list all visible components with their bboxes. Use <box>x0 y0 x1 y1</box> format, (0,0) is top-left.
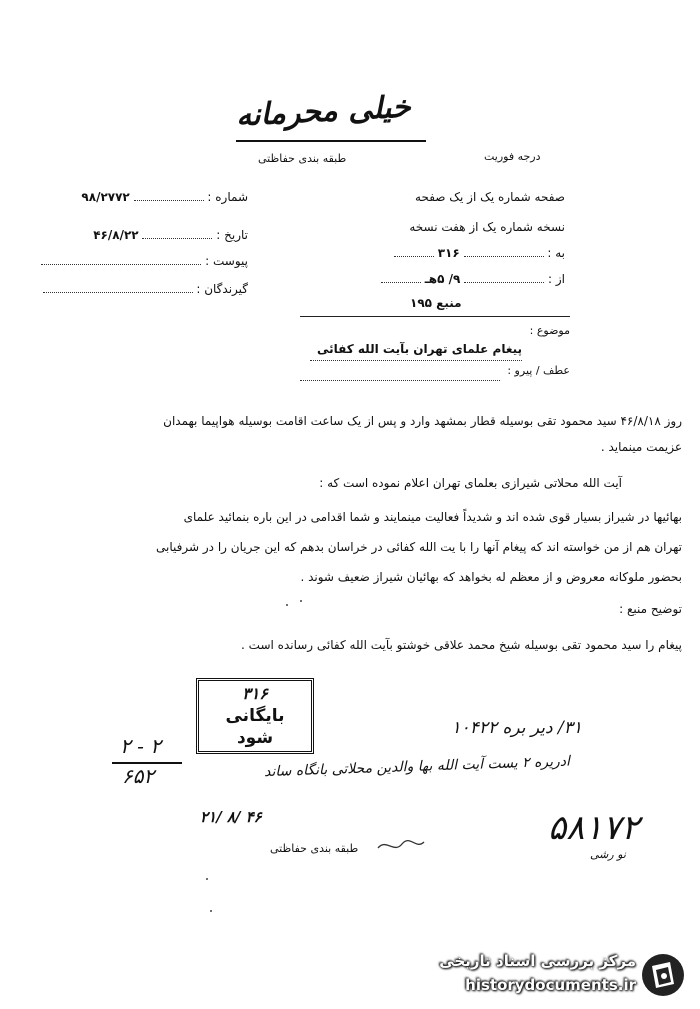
security-label-top: طبقه بندی حفاظتی <box>258 152 347 165</box>
subject-value: پیغام علمای تهران بآیت الله کفائی <box>316 342 522 356</box>
field-number-label: شماره : <box>207 190 248 204</box>
reference-underline <box>300 380 500 381</box>
field-recipients <box>18 282 248 296</box>
from-label: از : <box>548 272 565 286</box>
note-fraction-top: ۲ - ۲ <box>120 734 161 758</box>
field-date-label: تاریخ : <box>216 228 248 242</box>
title-underline <box>236 140 426 142</box>
archive-stamp <box>196 678 314 754</box>
note-big-number: ۵۸۱۷۲ <box>548 808 640 848</box>
priority-label: درجه فوریت <box>484 150 541 163</box>
field-number <box>18 190 248 204</box>
body-line-4: بهائیها در شیراز بسیار قوی شده اند و شدیداً فعالیت مینمایند و شما اقدامی در این باره بنمائید علمای <box>183 510 682 524</box>
watermark-url: historydocuments.ir <box>465 976 636 994</box>
note-fraction-bottom: ۶۵۲ <box>122 764 155 788</box>
note-date: ۳۱/ دیر بره ۱۰۴۲۲ <box>451 718 582 738</box>
body-line-7: توضیح منبع : <box>619 602 682 616</box>
from-line <box>345 272 565 286</box>
field-date <box>18 228 248 242</box>
archive-stamp-text: بایگانی شود <box>225 706 285 748</box>
to-line <box>345 246 565 260</box>
body-line-5: تهران هم از من خواسته اند که پیغام آنها را با یت الله کفائی در خراسان بدهم که این جریان را در شرفیابی <box>156 540 682 554</box>
page-number-line: صفحه شماره یک از یک صفحه <box>415 190 565 204</box>
note-initials-date: ۲۱/ ۸/ ۴۶ <box>200 808 262 826</box>
copy-number-line: نسخه شماره یک از هفت نسخه <box>409 220 565 234</box>
body-line-3: آیت الله محلاتی شیرازی بعلمای تهران اعلام نموده است که : <box>319 476 622 490</box>
scribble-signature <box>376 836 426 857</box>
archive-stamp-number: ۳۱۶ <box>242 684 268 703</box>
field-number-value: ۹۸/۲۷۷۲ <box>81 190 130 204</box>
handwritten-title: خیلی محرمانه <box>235 89 412 134</box>
scribble-signature-mark <box>376 836 426 854</box>
field-attachment <box>18 254 248 268</box>
header-divider <box>300 316 570 317</box>
subject-label: موضوع : <box>529 324 570 337</box>
subject-underline <box>310 360 522 361</box>
security-label-bottom: طبقه بندی حفاظتی <box>270 842 359 855</box>
body-line-1: روز ۴۶/۸/۱۸ سید محمود تقی بوسیله قطار بمشهد وارد و پس از یک ساعت اقامت بوسیله هواپیما بهمدان <box>163 414 682 428</box>
body-line-8: پیغام را سید محمود تقی بوسیله شیخ محمد علاقی خوشتو بآیت الله کفائی رسانده است . <box>241 638 682 652</box>
from-value: ۹/ ۵هـ <box>424 272 461 286</box>
to-value: ۳۱۶ <box>437 246 460 260</box>
reference-label: عطف / پیرو : <box>507 364 570 377</box>
to-label: به : <box>547 246 565 260</box>
scan-speck <box>206 878 208 880</box>
field-date-value: ۴۶/۸/۲۲ <box>93 228 139 242</box>
watermark <box>414 950 694 1002</box>
field-recipients-label: گیرندگان : <box>196 282 248 296</box>
watermark-title: مرکز بررسی اسناد تاریخی <box>439 952 636 970</box>
scan-speck <box>286 604 288 606</box>
scan-speck <box>210 910 212 912</box>
field-attachment-label: پیوست : <box>205 254 248 268</box>
body-line-6: بحضور ملوکانه معروض و از معظم له بخواهد که بهائیان شیراز ضعیف شوند . <box>300 570 682 584</box>
scan-speck <box>300 600 302 602</box>
source-line: منبع ۱۹۵ <box>410 296 462 310</box>
note-signature: نو رشی <box>590 848 626 861</box>
note-line: ادریره ۲ یست آیت الله بها والدین محلاتی بانگاه ساند <box>263 753 571 781</box>
body-line-2: عزیمت مینماید . <box>600 440 682 454</box>
watermark-logo-icon <box>640 952 686 1002</box>
